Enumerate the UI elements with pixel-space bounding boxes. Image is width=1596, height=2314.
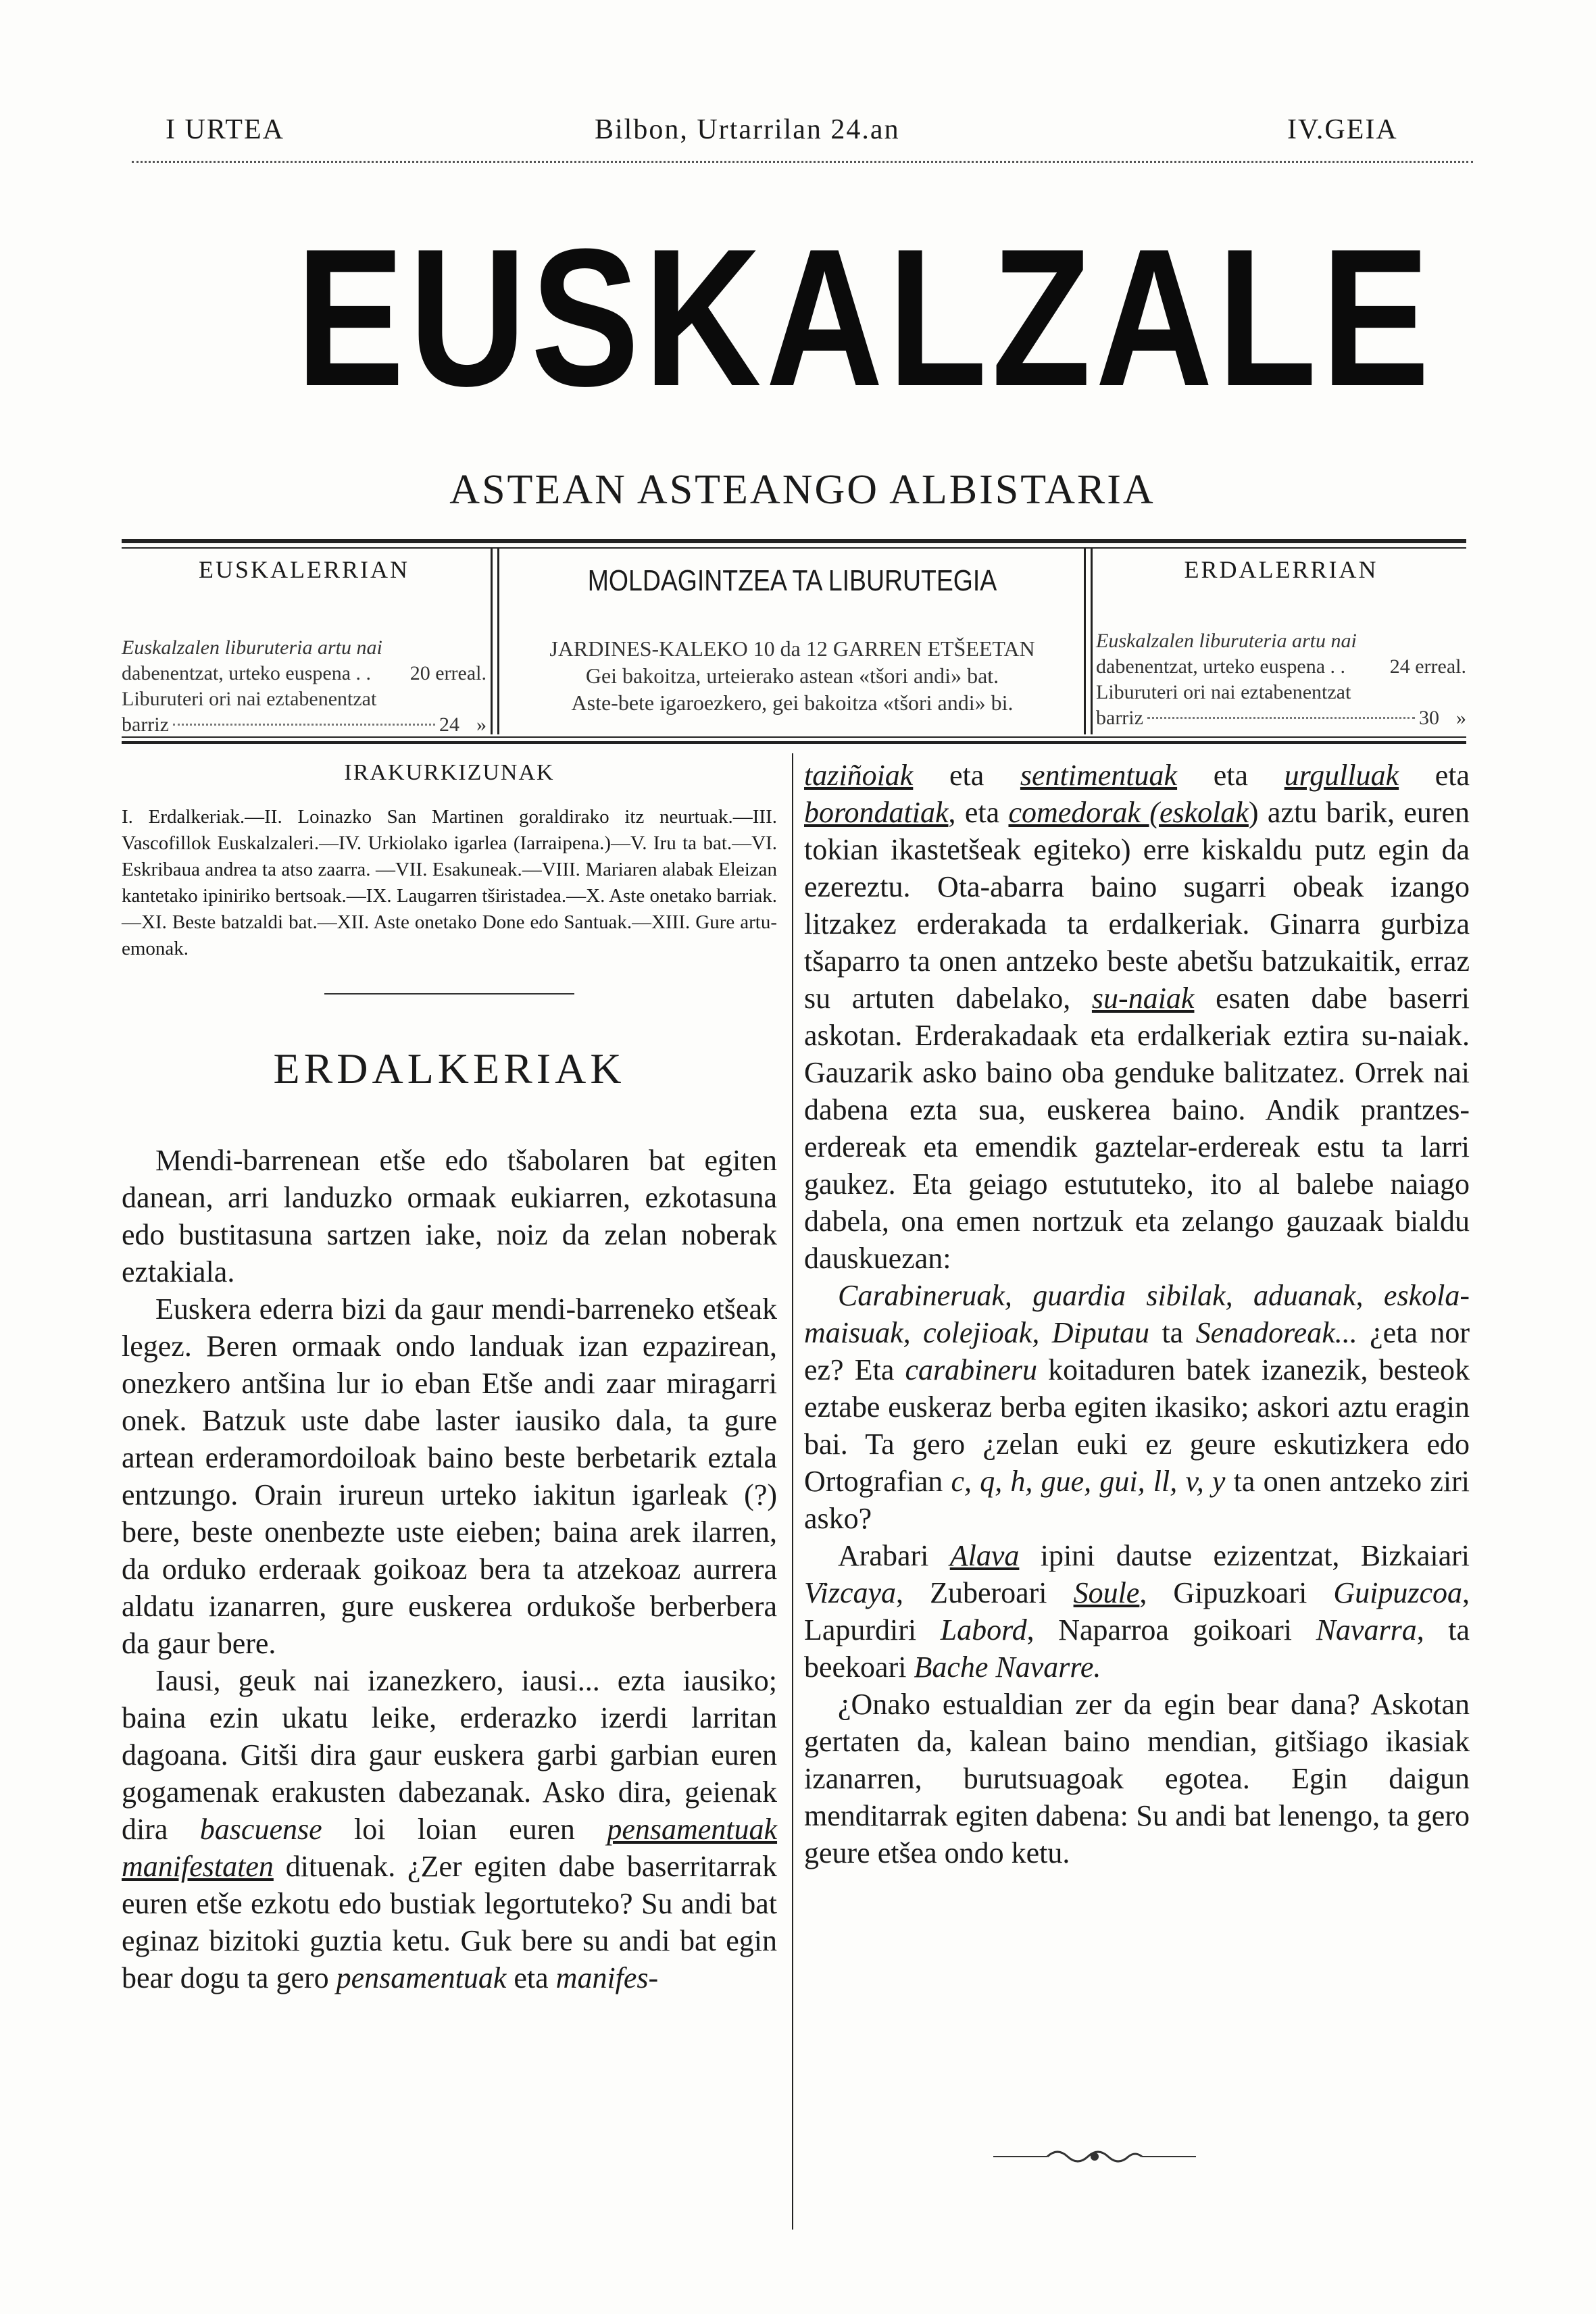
box-title: MOLDAGINTZEA TA LIBURUTEGIA [587,564,997,597]
dateline: Bilbon, Urtarrilan 24.an [595,114,900,145]
box-line: JARDINES-KALEKO 10 da 12 GARREN ETŠEETAN [549,636,1035,661]
masthead-title: EUSKALZALE [296,208,1435,427]
box-top-rule-thin [122,547,1466,549]
box-divider-left-2 [497,549,499,734]
price: 24 [439,713,459,736]
year-label: I URTEA [166,114,284,145]
box-divider-right-2 [1091,549,1093,734]
paragraph: taziñoiak eta sentimentuak eta urgulluak eta borondatiak, eta comedorak (eskolak) aztu barik, euren tokian ikastetšeak egiteko) erre kiskaldu putz egin da ezereztu. Ota-abarra baino sugarri obeak izango litzakez erderakada ta erdalkeriak. Ginarra gurbiza tšaparro ta onen antzeko beste abetšu batzukaitik, erraz su artuten dabelako, su-naiak esaten dabe baserri askotan. Erderakadaak eta erdalkeriak eztira su-naiak. Gauzarik asko baino oba genduke balitzatez. Orrek nai dabena ezta sua, euskerea baino. Andik prantzes-erdereak eta emendik gaztelar-erdereak estu ta larri gaukez. Eta geiago estututeko, ito al balebe naiago dabela, ona emen nortzuk eta zelango gauzaak bialdu dauskuezan: [804,759,1470,1275]
box-line: Euskalzalen liburuteria artu nai [1096,630,1357,652]
box-line: Gei bakoitza, urteierako astean «tšori andi» bat. [585,663,999,688]
masthead-subtitle: ASTEAN ASTEANGO ALBISTARIA [449,467,1155,513]
box-divider-right [1084,549,1086,734]
top-divider [132,161,1473,163]
article-column-left [122,1142,777,1996]
paragraph: Mendi-barrenean etše edo tšabolaren bat egiten danean, arri landuzko ormaak eukiarren, ezkotasuna edo bustitasuna sartzen iake, noiz da zelan noberak eztakiala. [122,1144,777,1288]
box-title: ERDALERRIAN [1184,556,1378,583]
contents-divider [324,993,574,995]
price: 20 erreal. [409,662,487,684]
column-rule [792,753,793,2230]
box-line: dabenentzat, urteko euspena . . [122,662,372,684]
box-top-rule [122,539,1466,543]
price: 30 [1419,707,1439,729]
box-line: Aste-bete igaroezkero, gei bakoitza «tšori andi» bi. [571,690,1014,715]
paragraph: Carabineruak, guardia sibilak, aduanak, eskola-maisuak, colejioak, Diputau ta Senadoreak... ¿eta nor ez? Eta carabineru koitaduren batek izanezik, besteok eztabe euskeraz berba egiten ikasiko; askori aztu eragin bai. Ta gero ¿zelan euki ez geure eskutizkera edo Ortografian c, q, h, gue, gui, ll, v, y ta onen antzeko ziri asko? [804,1279,1470,1535]
box-line: Liburuteri ori nai eztabenentzat [1096,681,1351,703]
contents-text: I. Erdalkeriak.—II. Loinazko San Martinen goraldirako itz neurtuak.—III. Vascofillok Euskalzaleri.—IV. Urkiolako igarlea (Iarraipena.)—V. Iru ta bat.—VI. Eskribaua andrea ta atso zaarra. —VII. Esakuneak.—VIII. Mariaren alabak Eleizan kantetako ipiniriko bertsoak.—IX. Laugarren tširistadea.—X. Aste onetako barriak.—XI. Beste batzaldi bat.—XII. Aste onetako Done edo Santuak.—XIII. Gure artu-emonak. [122,806,777,959]
paragraph: Euskera ederra bizi da gaur mendi-barreneko etšeak legez. Beren ormaak ondo landuak izan ezpazirean, onezkero antšina lur io eban Etše andi zaar miragarri onek. Batzuk uste dabe laster iausiko dala, ta gure artean erderamordoiloak baino beste berbetarik eztala entzungo. Orain irureun urteko iakitun igarleak (?) bere, beste onenbezte uste eieben; baina arek ilarren, da orduko erderaak goikoaz bera ta atzekoaz aurrera aldatu izanarren, gure euskerea ordukoše berberbera da gaur bere. [122,1292,777,1660]
paragraph: ¿Onako estualdian zer da egin bear dana? Askotan gertaten da, kalean baino mendian, gitšiago ikasiak izanarren, burutsuagoak egotea. Egin daigun menditarrak egiten dabena: Su andi bat lenengo, ta gero geure etšea ondo ketu. [804,1688,1470,1869]
issue-label: IV.GEIA [1287,114,1398,145]
paragraph: Iausi, geuk nai izanezkero, iausi... ezta iausiko; baina ezin ukatu leike, erderazko izerdi larritan dagoana. Gitši dira gaur euskera garbi garbian euren gogamenak erakusten dabezanak. Asko dira, geienak dira bascuense loi loian euren pensamentuak manifestaten dituenak. ¿Zer egiten dabe baserritarrak euren etše ezkotu edo bustiak legortuteko? Su andi bat eginaz bizitoki guztia ketu. Guk bere su andi bat egin bear dogu ta gero pensamentuak eta manifes- [122,1664,778,1994]
price: 24 erreal. [1389,655,1466,678]
box-line: barriz [122,713,169,736]
paragraph: Arabari Alava ipini dautse ezizentzat, Bizkaiari Vizcaya, Zuberoari Soule, Gipuzkoari Guipuzcoa, Lapurdiri Labord, Naparroa goikoari Navarra, ta beekoari Bache Navarre. [804,1539,1470,1684]
box-line: dabenentzat, urteko euspena . . [1096,655,1346,678]
box-bottom-rule-thick [122,741,1466,744]
article-column-right [804,757,1470,1871]
box-line: Euskalzalen liburuteria artu nai [122,636,382,659]
ornament-icon [993,2142,1196,2169]
article-title: ERDALKERIAK [273,1045,626,1092]
box-line: barriz [1096,707,1143,729]
contents-title: IRAKURKIZUNAK [344,760,555,785]
box-divider-left [491,549,493,734]
box-title: EUSKALERRIAN [199,556,409,583]
box-line: Liburuteri ori nai eztabenentzat [122,688,377,710]
